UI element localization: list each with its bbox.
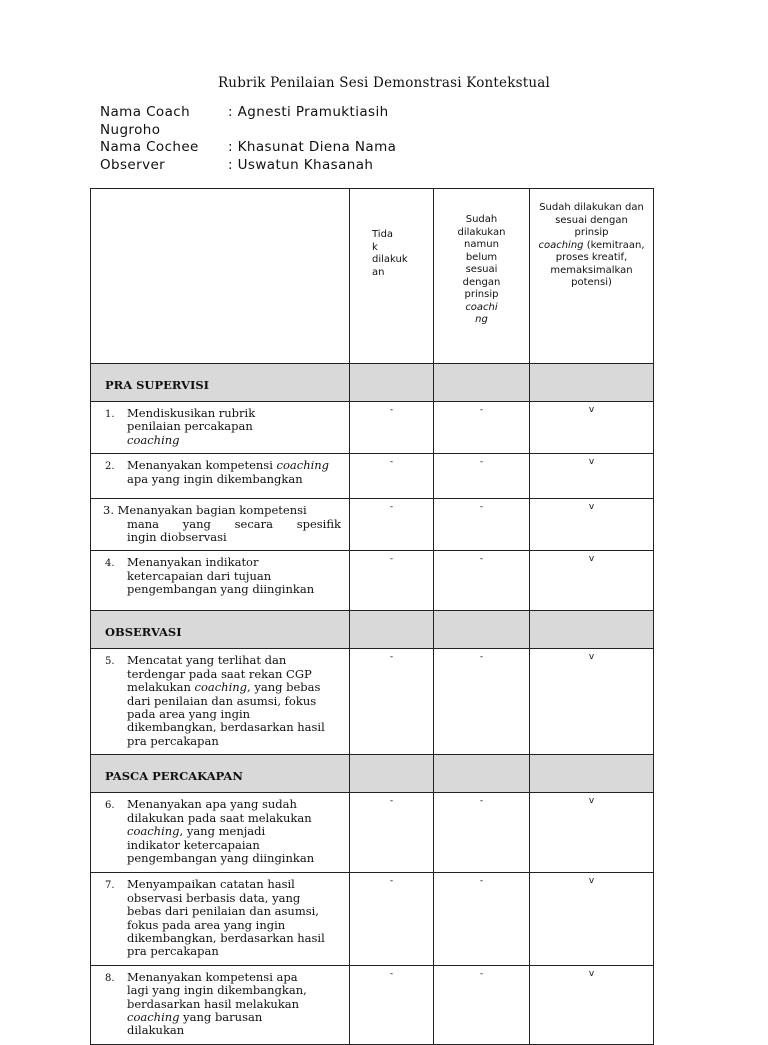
criterion-cell: 5. Mencatat yang terlihat dan terdengar pada saat rekan CGP melakukan coaching, yang bebas dari penilaian dan asumsi, fokus pada area yang ingin dikembangkan, berdasarkan hasil pra percakapan bbox=[91, 649, 350, 755]
mark-tidak: - bbox=[350, 551, 434, 611]
observer-label: Observer bbox=[100, 156, 166, 173]
header-empty-cell bbox=[91, 189, 350, 364]
criterion-cell: 4. Menanyakan indikator ketercapaian dari tujuan pengembangan yang diinginkan bbox=[91, 551, 350, 611]
header-sudah-sesuai: Sudah dilakukan dan sesuai dengan prinsip coaching (kemitraan, proses kreatif, memaksimalkan potensi) bbox=[530, 189, 654, 364]
criterion-cell: 7. Menyampaikan catatan hasil observasi berbasis data, yang bebas dari penilaian dan asumsi, fokus pada area yang ingin dikembangkan, berdasarkan hasil pra percakapan bbox=[91, 873, 350, 965]
criterion-cell: 3. Menanyakan bagian kompetensi mana yang secara spesifik ingin diobservasi bbox=[91, 499, 350, 551]
table-row bbox=[91, 649, 654, 755]
header-sudah-belum-sesuai: Sudah dilakukan namun belum sesuai dengan prinsip coachi ng bbox=[434, 189, 530, 364]
mark-belum-sesuai: - bbox=[434, 454, 530, 499]
section-row-pra-supervisi bbox=[91, 364, 654, 402]
criterion-cell: 8. Menanyakan kompetensi apa lagi yang ingin dikembangkan, berdasarkan hasil melakukan coaching yang barusan dilakukan bbox=[91, 965, 350, 1044]
mark-sesuai: v bbox=[530, 454, 654, 499]
mark-belum-sesuai: - bbox=[434, 649, 530, 755]
mark-tidak: - bbox=[350, 793, 434, 873]
mark-sesuai: v bbox=[530, 649, 654, 755]
mark-sesuai: v bbox=[530, 873, 654, 965]
section-row-pasca-percakapan bbox=[91, 755, 654, 793]
table-row bbox=[91, 551, 654, 611]
mark-sesuai: v bbox=[530, 499, 654, 551]
mark-sesuai: v bbox=[530, 965, 654, 1044]
mark-belum-sesuai: - bbox=[434, 402, 530, 454]
mark-belum-sesuai: - bbox=[434, 873, 530, 965]
table-row bbox=[91, 965, 654, 1044]
mark-belum-sesuai: - bbox=[434, 551, 530, 611]
mark-tidak: - bbox=[350, 965, 434, 1044]
section-row-observasi bbox=[91, 611, 654, 649]
section-title: PRA SUPERVISI bbox=[91, 364, 350, 402]
mark-belum-sesuai: - bbox=[434, 499, 530, 551]
cochee-value: : Khasunat Diena Nama bbox=[228, 139, 397, 155]
mark-sesuai: v bbox=[530, 402, 654, 454]
rubric-table bbox=[90, 188, 654, 1045]
mark-tidak: - bbox=[350, 402, 434, 454]
cochee-label: Nama Cochee bbox=[100, 139, 199, 155]
table-row bbox=[91, 793, 654, 873]
mark-tidak: - bbox=[350, 873, 434, 965]
header-row bbox=[91, 189, 654, 364]
table-row bbox=[91, 499, 654, 551]
coach-value-continued: Nugroho bbox=[100, 121, 161, 138]
mark-belum-sesuai: - bbox=[434, 965, 530, 1044]
observer-value: : Uswatun Khasanah bbox=[228, 156, 374, 173]
criterion-cell: 2. Menanyakan kompetensi coaching apa yang ingin dikembangkan bbox=[91, 454, 350, 499]
mark-tidak: - bbox=[350, 499, 434, 551]
section-title: PASCA PERCAKAPAN bbox=[91, 755, 350, 793]
coach-label: Nama Coach bbox=[100, 104, 191, 120]
table-row bbox=[91, 454, 654, 499]
mark-tidak: - bbox=[350, 454, 434, 499]
header-tidak-dilakukan: Tida k dilakuk an bbox=[350, 189, 434, 364]
section-title: OBSERVASI bbox=[91, 611, 350, 649]
document-title: Rubrik Penilaian Sesi Demonstrasi Kontekstual bbox=[217, 75, 551, 91]
criterion-cell: 1. Mendiskusikan rubrik penilaian percakapan coaching bbox=[91, 402, 350, 454]
mark-sesuai: v bbox=[530, 551, 654, 611]
mark-tidak: - bbox=[350, 649, 434, 755]
mark-belum-sesuai: - bbox=[434, 793, 530, 873]
mark-sesuai: v bbox=[530, 793, 654, 873]
coach-value: : Agnesti Pramuktiasih bbox=[228, 104, 389, 120]
criterion-cell: 6. Menanyakan apa yang sudah dilakukan pada saat melakukan coaching, yang menjadi indikator ketercapaian pengembangan yang diinginkan bbox=[91, 793, 350, 873]
table-row bbox=[91, 873, 654, 965]
table-row bbox=[91, 402, 654, 454]
